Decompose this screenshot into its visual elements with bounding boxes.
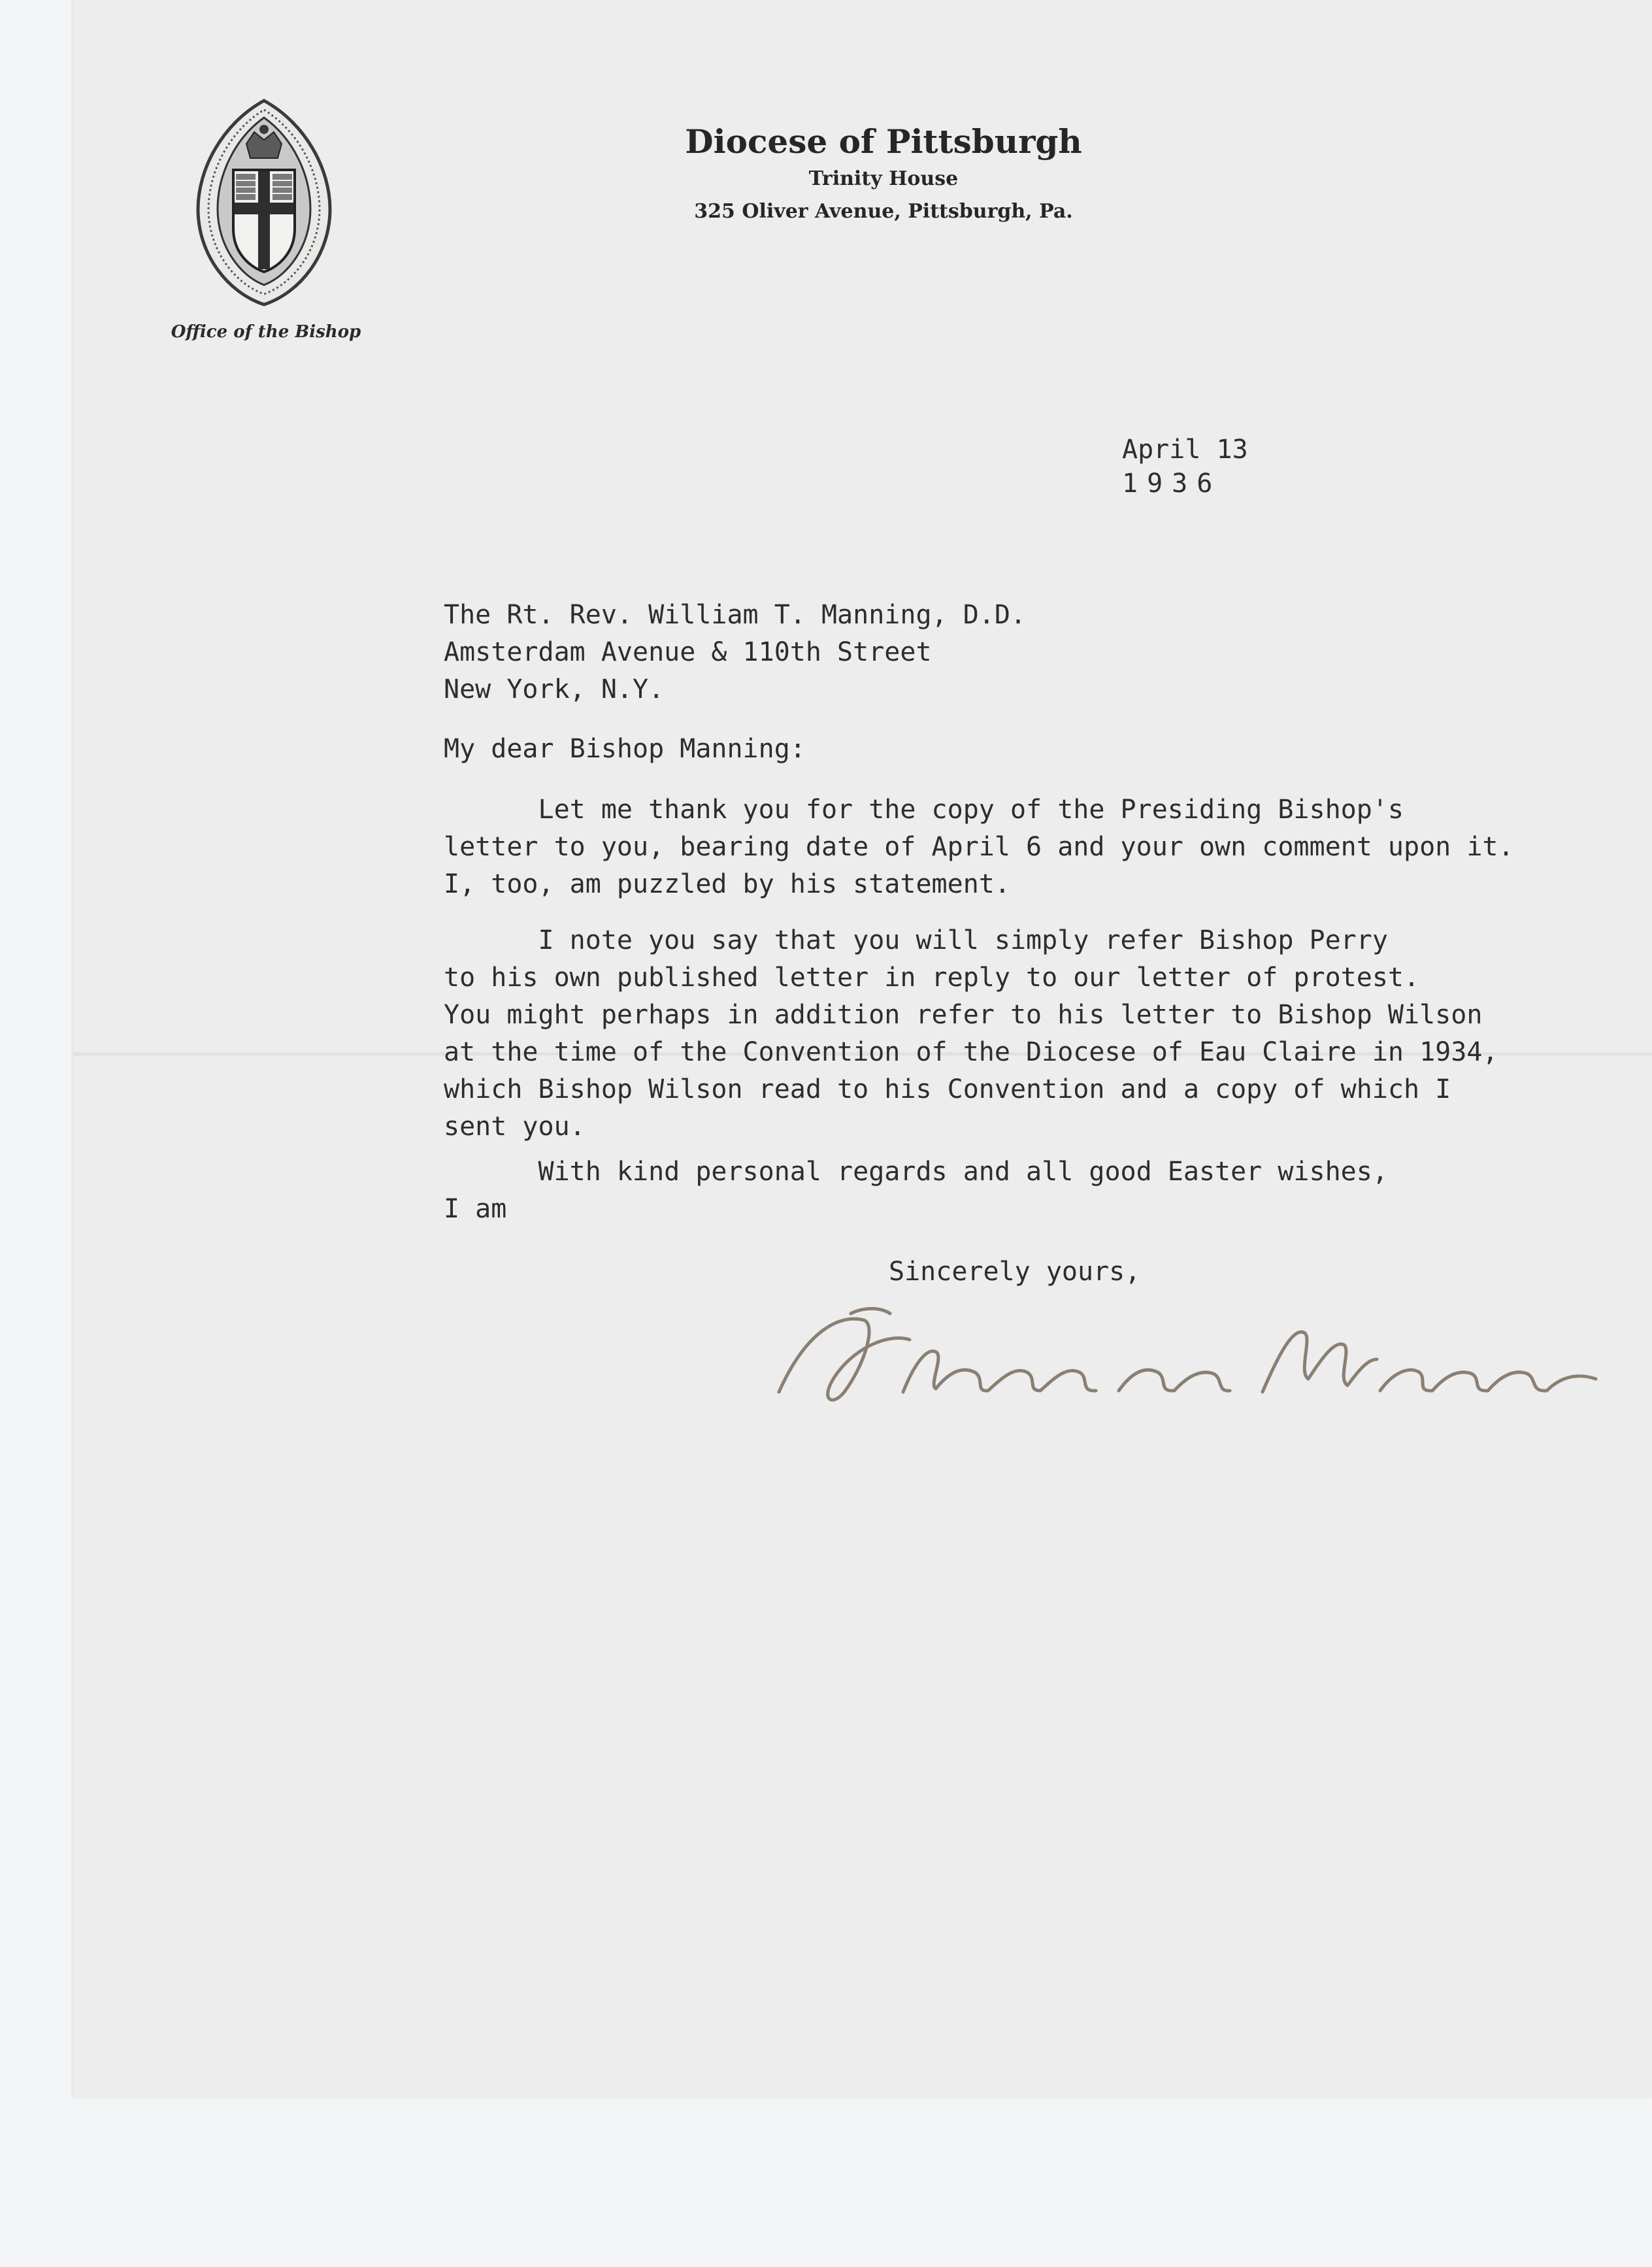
text-line: at the time of the Convention of the Diocese of Eau Claire in 1934, <box>444 1037 1498 1067</box>
letter-date: April 13 <box>1122 435 1248 465</box>
recipient-line: The Rt. Rev. William T. Manning, D.D. <box>444 600 1027 630</box>
text-line: I note you say that you will simply refer Bishop Perry <box>444 925 1388 955</box>
text-line: I, too, am puzzled by his statement. <box>444 869 1010 899</box>
text-line: sent you. <box>444 1112 586 1142</box>
letterhead-title: Diocese of Pittsburgh <box>685 122 1082 161</box>
paragraph-3 <box>444 1153 1388 1228</box>
closing-line: Sincerely yours, <box>889 1257 1141 1287</box>
text-line: which Bishop Wilson read to his Convention and a copy of which I <box>444 1074 1451 1104</box>
text-line: You might perhaps in addition refer to his letter to Bishop Wilson <box>444 1000 1483 1030</box>
recipient-line: New York, N.Y. <box>444 674 665 704</box>
salutation: My dear Bishop Manning: <box>444 734 806 764</box>
letter-year: 1936 <box>1122 469 1222 499</box>
text-line: to his own published letter in reply to our letter of protest. <box>444 963 1420 993</box>
text-line: I am <box>444 1194 507 1224</box>
paragraph-1 <box>444 791 1514 903</box>
text-line: letter to you, bearing date of April 6 and your own comment upon it. <box>444 832 1514 862</box>
paragraph-2 <box>444 922 1498 1146</box>
letterhead-address: 325 Oliver Avenue, Pittsburgh, Pa. <box>694 200 1073 223</box>
text-line: Let me thank you for the copy of the Presiding Bishop's <box>444 795 1404 825</box>
recipient-line: Amsterdam Avenue & 110th Street <box>444 637 932 667</box>
letterhead <box>635 121 1132 228</box>
diocesan-seal-icon <box>195 98 333 307</box>
text-line: With kind personal regards and all good Easter wishes, <box>444 1157 1388 1187</box>
recipient-address <box>444 597 1026 708</box>
office-of-bishop-label: Office of the Bishop <box>171 322 361 342</box>
letterhead-subtitle: Trinity House <box>808 167 959 190</box>
handwritten-signature-icon <box>766 1294 1615 1425</box>
letter-page <box>73 0 1652 2098</box>
